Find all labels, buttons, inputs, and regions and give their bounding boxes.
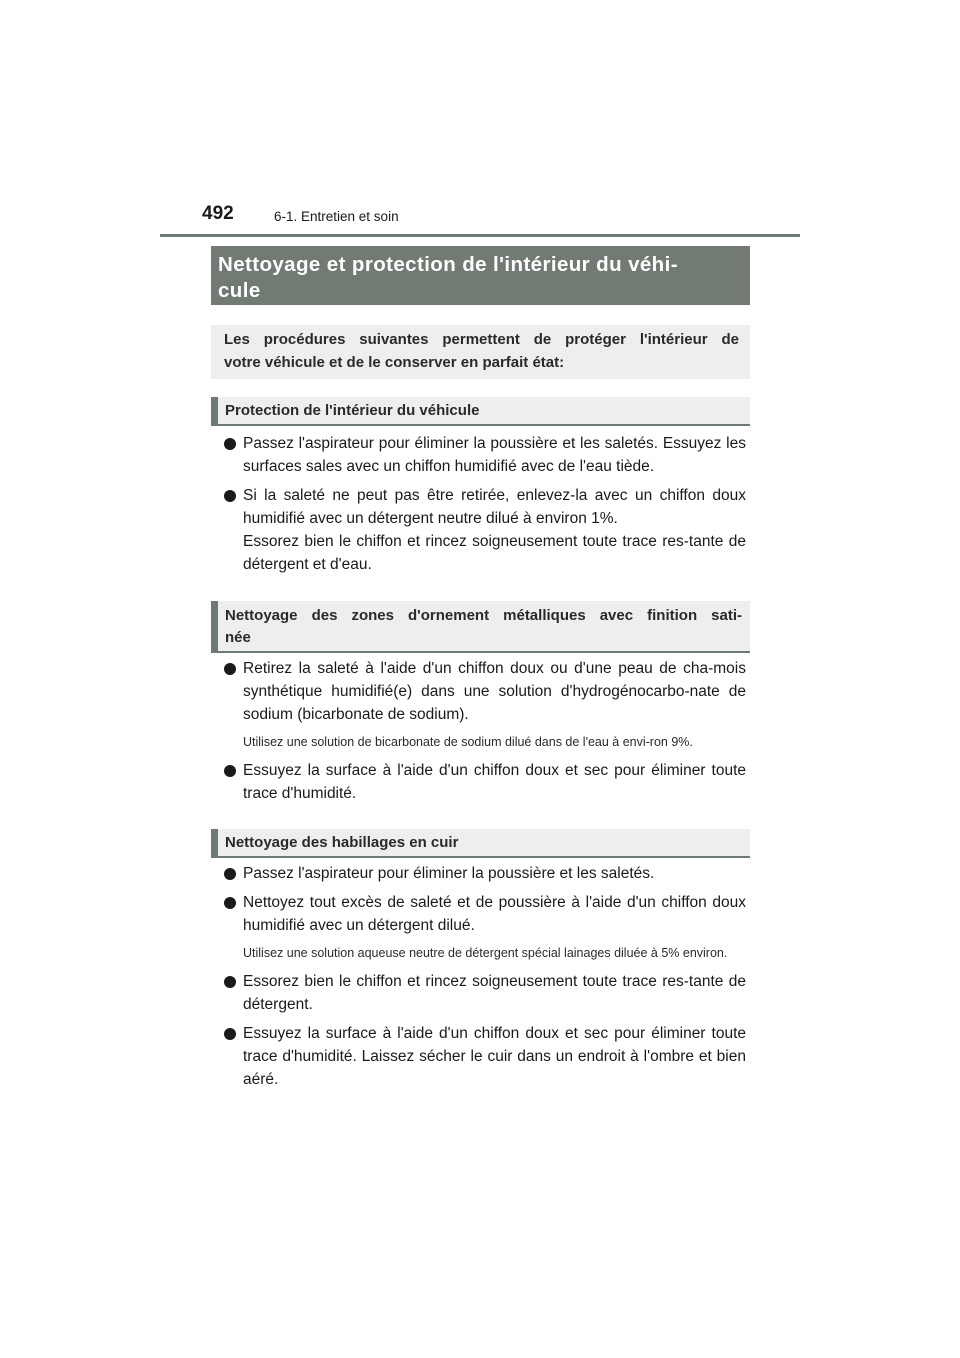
intro-box <box>211 325 750 379</box>
subsection-heading-line-2: née <box>225 629 251 646</box>
subsection-content-metal-trim <box>224 657 746 805</box>
intro-line-2: votre véhicule et de le conserver en parfait état: <box>224 354 565 371</box>
note-text: Utilisez une solution de bicarbonate de sodium dilué dans de l'eau à envi-ron 9%. <box>243 735 693 749</box>
list-item: Essuyez la surface à l'aide d'un chiffon doux et sec pour éliminer toute trace d'humidité. Laissez sécher le cuir dans un endroit à l'ombre et bien aéré. <box>224 1022 746 1091</box>
intro-line-1: Les procédures suivantes permettent de protéger l'intérieur de <box>224 331 739 348</box>
subsection-heading-line-1: Nettoyage des zones d'ornement métalliques avec finition sati- <box>225 607 742 624</box>
bullet-icon <box>224 663 236 675</box>
subsection-heading-metal-trim <box>211 601 750 653</box>
subsection-heading-leather: Nettoyage des habillages en cuir <box>211 829 750 858</box>
bullet-icon <box>224 765 236 777</box>
list-item: Retirez la saleté à l'aide d'un chiffon doux ou d'une peau de cha-mois synthétique humidifié(e) dans une solution d'hydrogénocarbo-nate de sodium (bicarbonate de sodium). <box>224 657 746 726</box>
list-item: Essorez bien le chiffon et rincez soigneusement toute trace res-tante de détergent. <box>224 970 746 1016</box>
chapter-title: 6-1. Entretien et soin <box>274 209 399 224</box>
bullet-icon <box>224 490 236 502</box>
note-text: Utilisez une solution aqueuse neutre de détergent spécial lainages diluée à 5% environ. <box>243 946 728 960</box>
bullet-icon <box>224 868 236 880</box>
list-item: Nettoyez tout excès de saleté et de poussière à l'aide d'un chiffon doux humidifié avec un détergent dilué. <box>224 891 746 937</box>
subsection-content-interior <box>224 432 746 576</box>
subsection-content-leather <box>224 862 746 1091</box>
bullet-icon <box>224 897 236 909</box>
list-item: Si la saleté ne peut pas être retirée, enlevez-la avec un chiffon doux humidifié avec un détergent neutre dilué à environ 1%. Essorez bien le chiffon et rincez soigneusement toute trace res-tante de détergent et d'eau. <box>224 484 746 576</box>
section-title-line-1: Nettoyage et protection de l'intérieur du véhi- <box>218 253 678 276</box>
page-number: 492 <box>202 203 234 224</box>
bullet-icon <box>224 976 236 988</box>
bullet-icon <box>224 1028 236 1040</box>
bullet-icon <box>224 438 236 450</box>
section-title <box>211 246 750 305</box>
list-item: Essuyez la surface à l'aide d'un chiffon doux et sec pour éliminer toute trace d'humidité. <box>224 759 746 805</box>
list-item: Passez l'aspirateur pour éliminer la poussière et les saletés. <box>224 862 746 885</box>
subsection-heading-interior: Protection de l'intérieur du véhicule <box>211 397 750 426</box>
section-title-line-2: cule <box>218 279 261 302</box>
list-item: Passez l'aspirateur pour éliminer la poussière et les saletés. Essuyez les surfaces sales avec un chiffon humidifié avec de l'eau tiède. <box>224 432 746 478</box>
page-header <box>160 200 800 237</box>
